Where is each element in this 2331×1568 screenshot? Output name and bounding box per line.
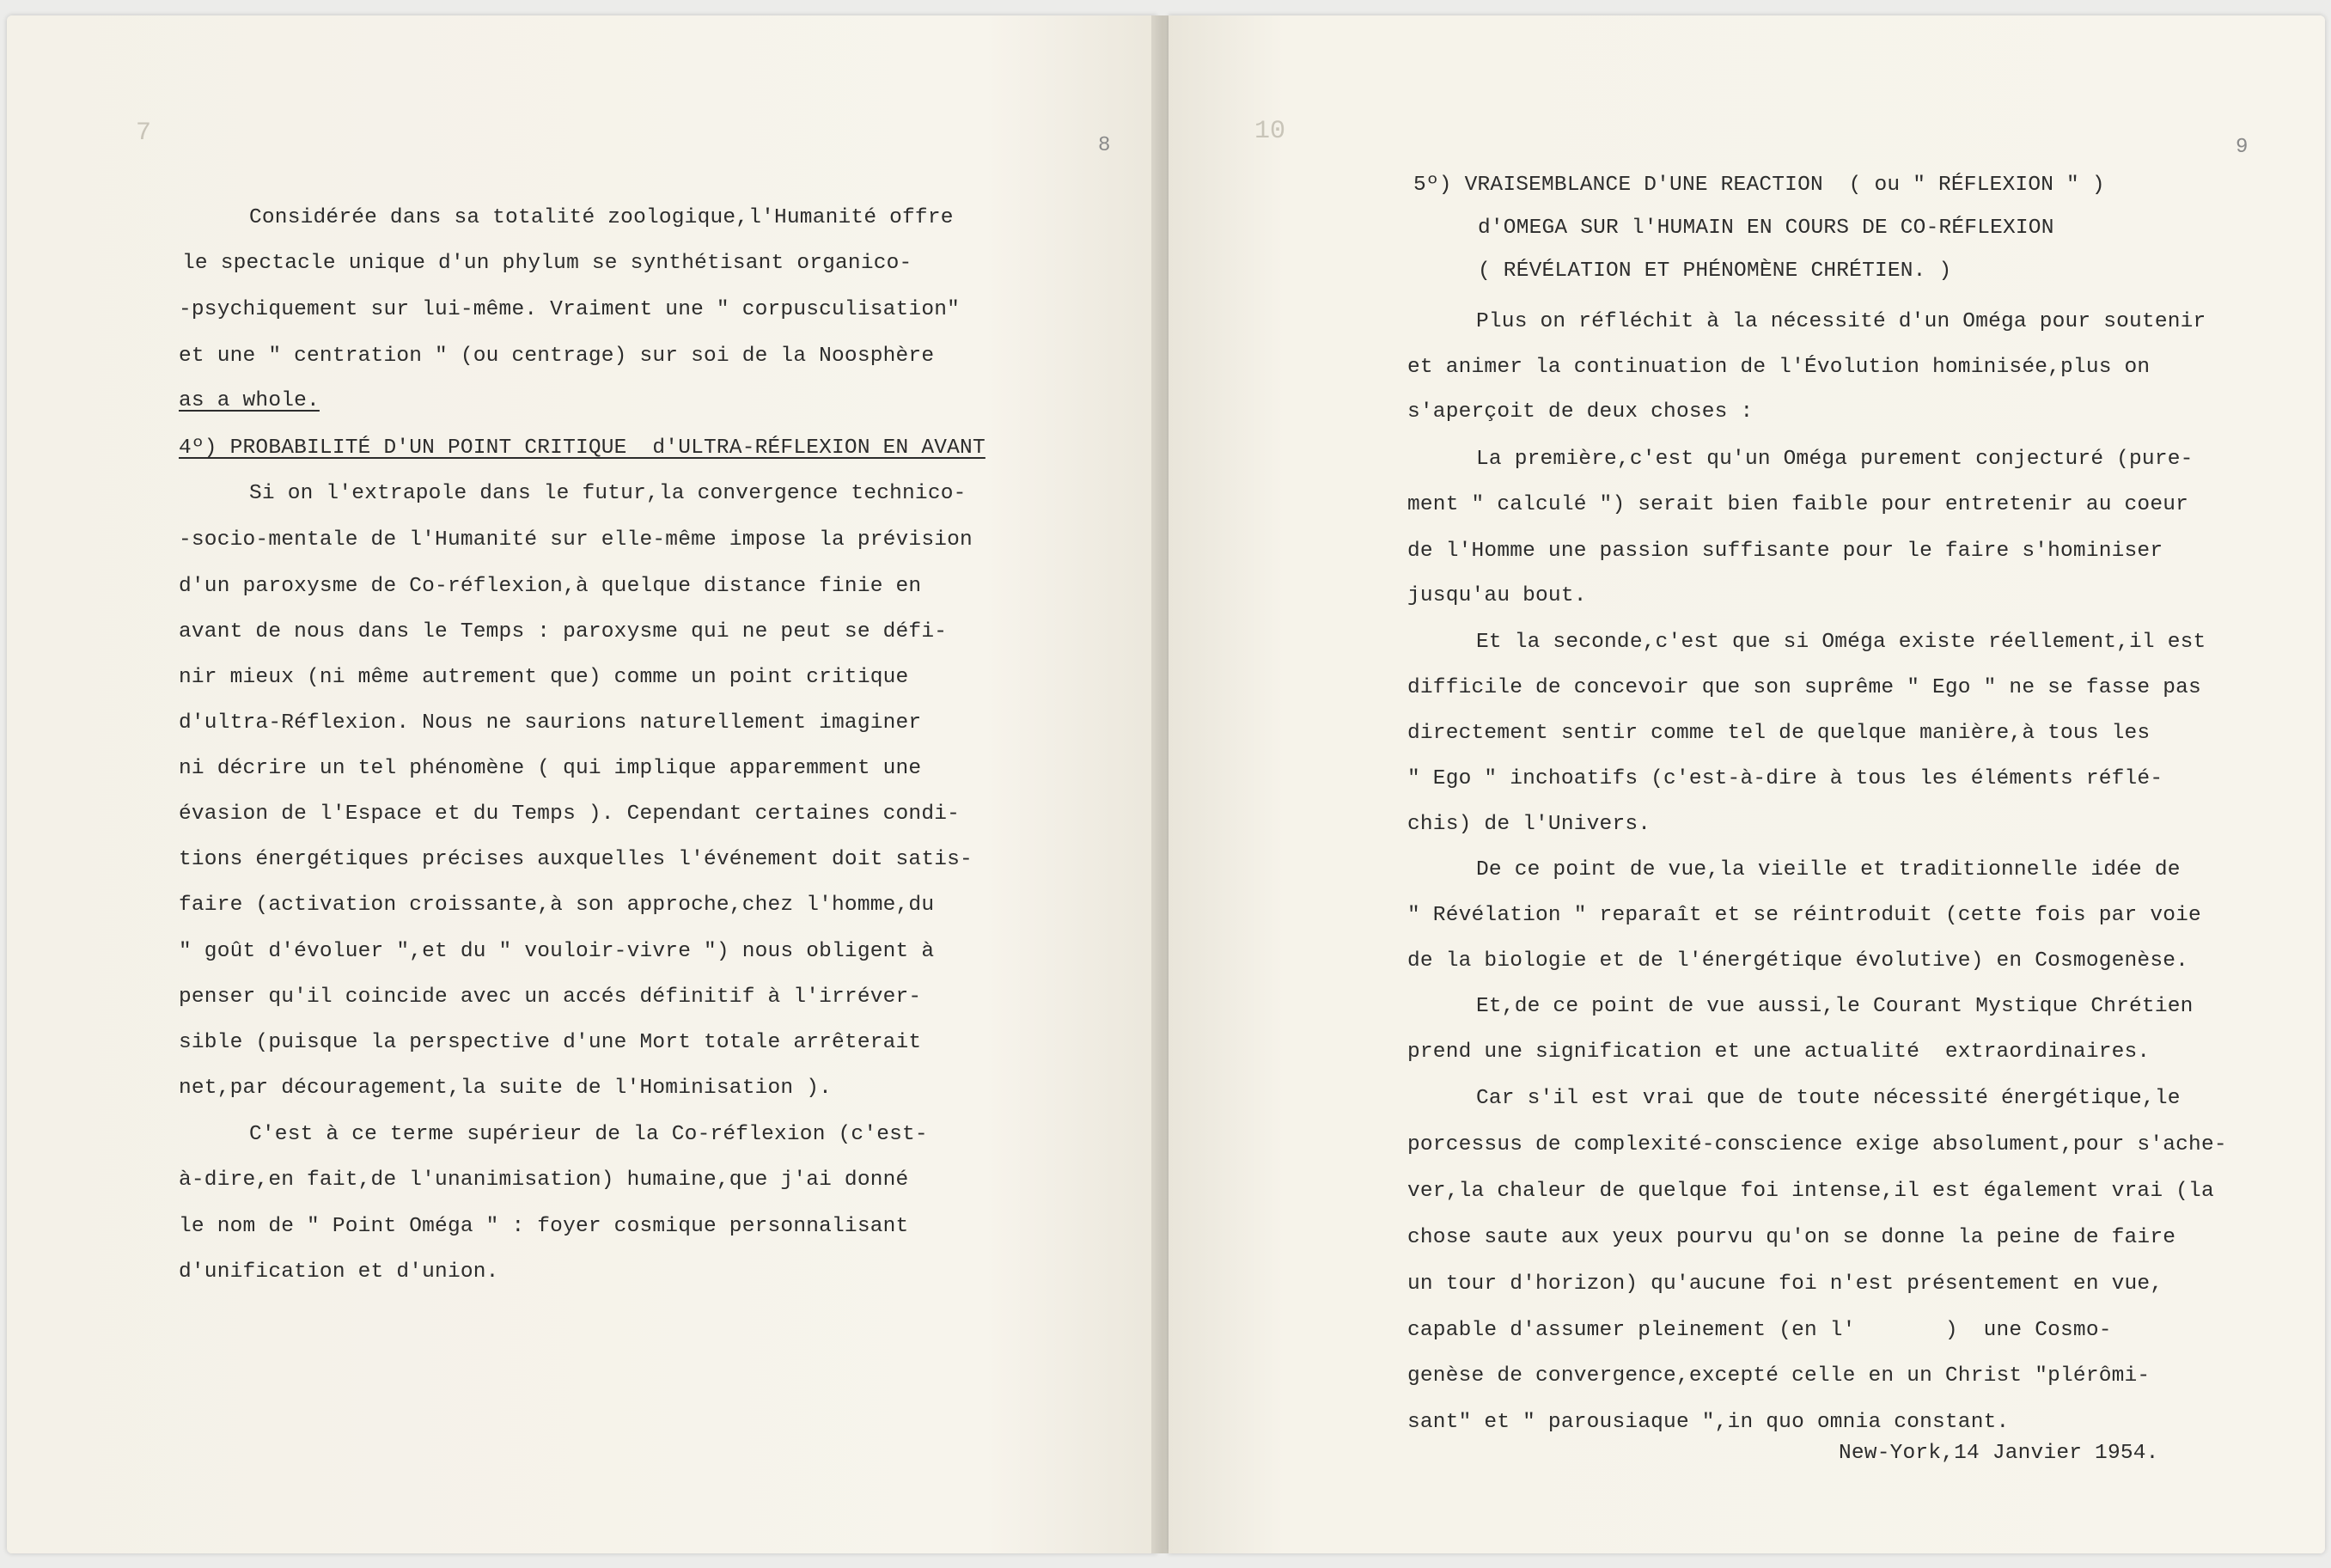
text-line: " Ego " inchoatifs (c'est-à-dire à tous les éléments réflé-	[1407, 767, 2163, 790]
text-line: -psychiquement sur lui-même. Vraiment une " corpusculisation"	[179, 298, 961, 321]
text-line: -socio-mentale de l'Humanité sur elle-même impose la prévision	[179, 528, 973, 552]
text-line: faire (activation croissante,à son approche,chez l'homme,du	[179, 894, 935, 917]
text-line: " Révélation " reparaît et se réintroduit (cette fois par voie	[1407, 904, 2201, 927]
text-line: Plus on réfléchit à la nécessité d'un Oméga pour soutenir	[1476, 310, 2206, 333]
text-line: Et,de ce point de vue aussi,le Courant Mystique Chrétien	[1476, 995, 2194, 1018]
section-heading: d'OMEGA SUR l'HUMAIN EN COURS DE CO-RÉFLEXION	[1478, 217, 2054, 240]
text-line: avant de nous dans le Temps : paroxysme qui ne peut se défi-	[179, 620, 948, 644]
page-number: 8	[1098, 134, 1111, 157]
text-line: tions énergétiques précises auxquelles l'événement doit satis-	[179, 848, 973, 871]
text-line: évasion de l'Espace et du Temps ). Cependant certaines condi-	[179, 802, 961, 826]
text-line: s'aperçoit de deux choses :	[1407, 400, 1754, 424]
section-heading: 4º) PROBABILITÉ D'UN POINT CRITIQUE d'ULTRA-RÉFLEXION EN AVANT	[179, 436, 985, 460]
text-line: penser qu'il coincide avec un accés définitif à l'irréver-	[179, 985, 922, 1009]
text-line: sant" et " parousiaque ",in quo omnia constant.	[1407, 1411, 2010, 1434]
signature-date: New-York,14 Janvier 1954.	[1839, 1442, 2159, 1465]
text-line: jusqu'au bout.	[1407, 584, 1587, 607]
text-line: de la biologie et de l'énergétique évolutive) en Cosmogenèse.	[1407, 949, 2189, 973]
text-line: chose saute aux yeux pourvu qu'on se donne la peine de faire	[1407, 1226, 2176, 1249]
text-line: Et la seconde,c'est que si Oméga existe réellement,il est	[1476, 631, 2206, 654]
show-through-mark: 10	[1254, 117, 1286, 146]
section-heading: ( RÉVÉLATION ET PHÉNOMÈNE CHRÉTIEN. )	[1478, 259, 1952, 283]
text-line: capable d'assumer pleinement (en l' ) une Cosmo-	[1407, 1319, 2112, 1342]
text-line: nir mieux (ni même autrement que) comme un point critique	[179, 666, 909, 689]
text-line: et animer la continuation de l'Évolution hominisée,plus on	[1407, 356, 2151, 379]
left-page	[7, 15, 1156, 1553]
text-line: sible (puisque la perspective d'une Mort totale arrêterait	[179, 1031, 922, 1054]
text-line: net,par découragement,la suite de l'Hominisation ).	[179, 1077, 833, 1100]
section-heading: 5º) VRAISEMBLANCE D'UNE REACTION ( ou " RÉFLEXION " )	[1413, 174, 2105, 197]
text-line: le spectacle unique d'un phylum se synthétisant organico-	[182, 252, 912, 275]
text-line: un tour d'horizon) qu'aucune foi n'est présentement en vue,	[1407, 1272, 2163, 1296]
text-line: ver,la chaleur de quelque foi intense,il est également vrai (la	[1407, 1180, 2214, 1203]
page-number: 9	[2236, 136, 2249, 159]
show-through-mark: 7	[136, 119, 152, 148]
text-line: Considérée dans sa totalité zoologique,l'Humanité offre	[249, 206, 954, 229]
text-line: ni décrire un tel phénomène ( qui implique apparemment une	[179, 757, 922, 780]
text-line: directement sentir comme tel de quelque manière,à tous les	[1407, 722, 2151, 745]
text-line: à-dire,en fait,de l'unanimisation) humaine,que j'ai donné	[179, 1168, 909, 1192]
text-line: difficile de concevoir que son suprême " Ego " ne se fasse pas	[1407, 676, 2201, 699]
text-line: chis) de l'Univers.	[1407, 813, 1651, 836]
text-line: " goût d'évoluer ",et du " vouloir-vivre ") nous obligent à	[179, 940, 935, 963]
text-line: d'ultra-Réflexion. Nous ne saurions naturellement imaginer	[179, 711, 922, 735]
right-page	[1169, 15, 2325, 1553]
text-line: et une " centration " (ou centrage) sur soi de la Noosphère	[179, 345, 935, 368]
text-line: d'unification et d'union.	[179, 1260, 499, 1284]
text-line: de l'Homme une passion suffisante pour le faire s'hominiser	[1407, 540, 2163, 563]
text-line: De ce point de vue,la vieille et traditionnelle idée de	[1476, 858, 2181, 882]
text-line: ment " calculé ") serait bien faible pour entretenir au coeur	[1407, 493, 2189, 516]
text-line: Car s'il est vrai que de toute nécessité énergétique,le	[1476, 1087, 2181, 1110]
text-line: as a whole.	[179, 389, 320, 412]
text-line: La première,c'est qu'un Oméga purement conjecturé (pure-	[1476, 448, 2194, 471]
text-line: d'un paroxysme de Co-réflexion,à quelque distance finie en	[179, 575, 922, 598]
text-line: prend une signification et une actualité extraordinaires.	[1407, 1040, 2151, 1064]
text-line: genèse de convergence,excepté celle en un Christ "plérômi-	[1407, 1364, 2151, 1388]
text-line: C'est à ce terme supérieur de la Co-réflexion (c'est-	[249, 1123, 928, 1146]
text-line: porcessus de complexité-conscience exige absolument,pour s'ache-	[1407, 1133, 2227, 1156]
text-line: le nom de " Point Oméga " : foyer cosmique personnalisant	[179, 1215, 909, 1238]
text-line: Si on l'extrapole dans le futur,la convergence technico-	[249, 482, 967, 505]
